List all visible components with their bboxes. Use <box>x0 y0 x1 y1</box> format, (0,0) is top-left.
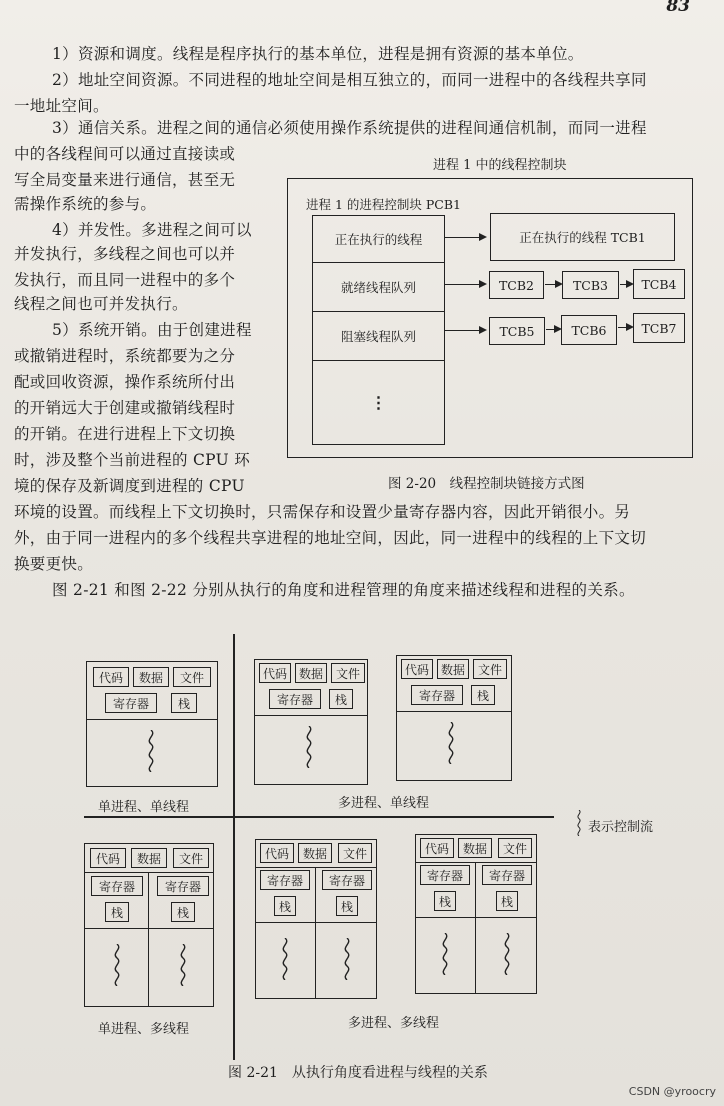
register-label: 寄存器 <box>482 865 532 885</box>
text-line: 4）并发性。多进程之间可以 <box>52 221 252 239</box>
tcb2-box: TCB2 <box>489 271 544 299</box>
stack-label: 栈 <box>336 896 358 916</box>
text-line: 并发执行，多线程之间也可以并 <box>14 245 236 263</box>
text-line: 换要更快。 <box>14 555 94 573</box>
stack-label: 栈 <box>329 689 353 709</box>
tcb6-box: TCB6 <box>561 315 617 345</box>
file-label: 文件 <box>473 659 507 679</box>
register-label: 寄存器 <box>269 689 321 709</box>
process-box <box>415 834 537 994</box>
text-line: 中的各线程间可以通过直接读或 <box>14 145 236 163</box>
control-flow-icon <box>279 938 291 980</box>
legend-label: 表示控制流 <box>588 820 654 835</box>
horizontal-divider <box>84 816 554 818</box>
file-label: 文件 <box>173 667 211 687</box>
caption-multi-process-multi-thread: 多进程、多线程 <box>348 1016 440 1031</box>
divider <box>85 872 213 873</box>
fig21-caption: 图 2-21 从执行角度看进程与线程的关系 <box>228 1065 488 1081</box>
watermark: CSDN @yroocry <box>628 1085 716 1098</box>
text-line: 图 2-21 和图 2-22 分别从执行的角度和进程管理的角度来描述线程和进程的关系。 <box>52 581 635 599</box>
control-flow-icon <box>145 730 157 772</box>
fig20-frame <box>287 178 693 458</box>
divider <box>397 711 511 712</box>
caption-single-process-single-thread: 单进程、单线程 <box>98 800 190 815</box>
divider <box>416 917 536 918</box>
register-label: 寄存器 <box>260 870 310 890</box>
data-label: 数据 <box>458 838 492 858</box>
divider <box>315 867 316 998</box>
data-label: 数据 <box>295 663 327 683</box>
pcb-row-running: 正在执行的线程 <box>313 216 444 263</box>
register-label: 寄存器 <box>420 865 470 885</box>
caption-single-process-multi-thread: 单进程、多线程 <box>98 1022 190 1037</box>
divider <box>85 928 213 929</box>
process-box <box>255 839 377 999</box>
code-label: 代码 <box>93 667 129 687</box>
register-label: 寄存器 <box>411 685 463 705</box>
control-flow-icon <box>111 944 123 986</box>
code-label: 代码 <box>259 663 291 683</box>
divider <box>256 922 376 923</box>
code-label: 代码 <box>401 659 433 679</box>
stack-label: 栈 <box>274 896 296 916</box>
text-line: 发执行，而且同一进程中的多个 <box>14 271 236 289</box>
process-box <box>254 659 368 785</box>
text-line: 时，涉及整个当前进程的 CPU 环 <box>14 451 251 469</box>
pcb-row-blocked: 阻塞线程队列 <box>313 312 444 361</box>
pcb-column <box>312 215 445 445</box>
tcb4-box: TCB4 <box>633 269 685 299</box>
text-line: 2）地址空间资源。不同进程的地址空间是相互独立的，而同一进程中的各线程共享同 <box>52 71 647 89</box>
caption-multi-process-single-thread: 多进程、单线程 <box>338 796 430 811</box>
file-label: 文件 <box>338 843 372 863</box>
stack-label: 栈 <box>434 891 456 911</box>
vertical-divider <box>233 634 235 1060</box>
text-line: 的开销。在进行进程上下文切换 <box>14 425 236 443</box>
arrow <box>445 330 485 331</box>
text-line: 线程之间也可并发执行。 <box>14 295 188 313</box>
stack-label: 栈 <box>471 685 495 705</box>
register-label: 寄存器 <box>322 870 372 890</box>
code-label: 代码 <box>90 848 126 868</box>
text-line: 5）系统开销。由于创建进程 <box>52 321 252 339</box>
pcb-row-more: ⋮ <box>370 393 387 412</box>
text-line: 环境的设置。而线程上下文切换时，只需保存和设置少量寄存器内容，因此开销很小。另 <box>14 503 631 521</box>
file-label: 文件 <box>173 848 209 868</box>
stack-label: 栈 <box>496 891 518 911</box>
data-label: 数据 <box>131 848 167 868</box>
divider <box>416 862 536 863</box>
data-label: 数据 <box>133 667 169 687</box>
pcb-row-ready: 就绪线程队列 <box>313 263 444 312</box>
register-label: 寄存器 <box>157 876 209 896</box>
text-line: 写全局变量来进行通信，甚至无 <box>14 171 236 189</box>
file-label: 文件 <box>331 663 365 683</box>
control-flow-icon <box>341 938 353 980</box>
divider <box>475 862 476 993</box>
divider <box>87 719 217 720</box>
divider <box>255 715 367 716</box>
arrow <box>546 329 560 330</box>
arrow <box>445 237 485 238</box>
tcb5-box: TCB5 <box>489 317 545 345</box>
data-label: 数据 <box>437 659 469 679</box>
arrow <box>618 327 632 328</box>
register-label: 寄存器 <box>91 876 143 896</box>
text-line: 需操作系统的参与。 <box>14 195 157 213</box>
arrow <box>620 284 632 285</box>
text-line: 境的保存及新调度到进程的 CPU <box>14 477 245 495</box>
process-box <box>86 661 218 787</box>
control-flow-icon <box>177 944 189 986</box>
text-line: 外，由于同一进程内的多个线程共享进程的地址空间，因此，同一进程中的线程的上下文切 <box>14 529 647 547</box>
control-flow-icon <box>303 726 315 768</box>
stack-label: 栈 <box>171 693 197 713</box>
text-line: 配或回收资源，操作系统所付出 <box>14 373 236 391</box>
fig20-title: 进程 1 中的线程控制块 <box>433 158 567 173</box>
register-label: 寄存器 <box>105 693 157 713</box>
code-label: 代码 <box>260 843 294 863</box>
fig20-caption: 图 2-20 线程控制块链接方式图 <box>388 476 585 492</box>
control-flow-legend-icon <box>574 810 584 836</box>
page-number: 83 <box>666 0 690 16</box>
stack-label: 栈 <box>105 902 129 922</box>
text-line: 1）资源和调度。线程是程序执行的基本单位，进程是拥有资源的基本单位。 <box>52 45 584 63</box>
text-line: 3）通信关系。进程之间的通信必须使用操作系统提供的进程间通信机制，而同一进程 <box>52 119 647 137</box>
process-box <box>84 843 214 1007</box>
text-line: 的开销远大于创建或撤销线程时 <box>14 399 236 417</box>
stack-label: 栈 <box>171 902 195 922</box>
text-line: 或撤销进程时，系统都要为之分 <box>14 347 236 365</box>
arrow <box>445 284 485 285</box>
divider <box>256 867 376 868</box>
data-label: 数据 <box>298 843 332 863</box>
process-box <box>396 655 512 781</box>
tcb1-box: 正在执行的线程 TCB1 <box>490 213 675 261</box>
tcb3-box: TCB3 <box>562 271 619 299</box>
pcb-title: 进程 1 的进程控制块 PCB1 <box>306 197 461 212</box>
control-flow-icon <box>501 933 513 975</box>
tcb7-box: TCB7 <box>633 313 685 343</box>
divider <box>148 872 149 1006</box>
arrow <box>545 284 561 285</box>
code-label: 代码 <box>420 838 454 858</box>
file-label: 文件 <box>498 838 532 858</box>
text-line: 一地址空间。 <box>14 97 109 115</box>
control-flow-icon <box>445 722 457 764</box>
control-flow-icon <box>439 933 451 975</box>
